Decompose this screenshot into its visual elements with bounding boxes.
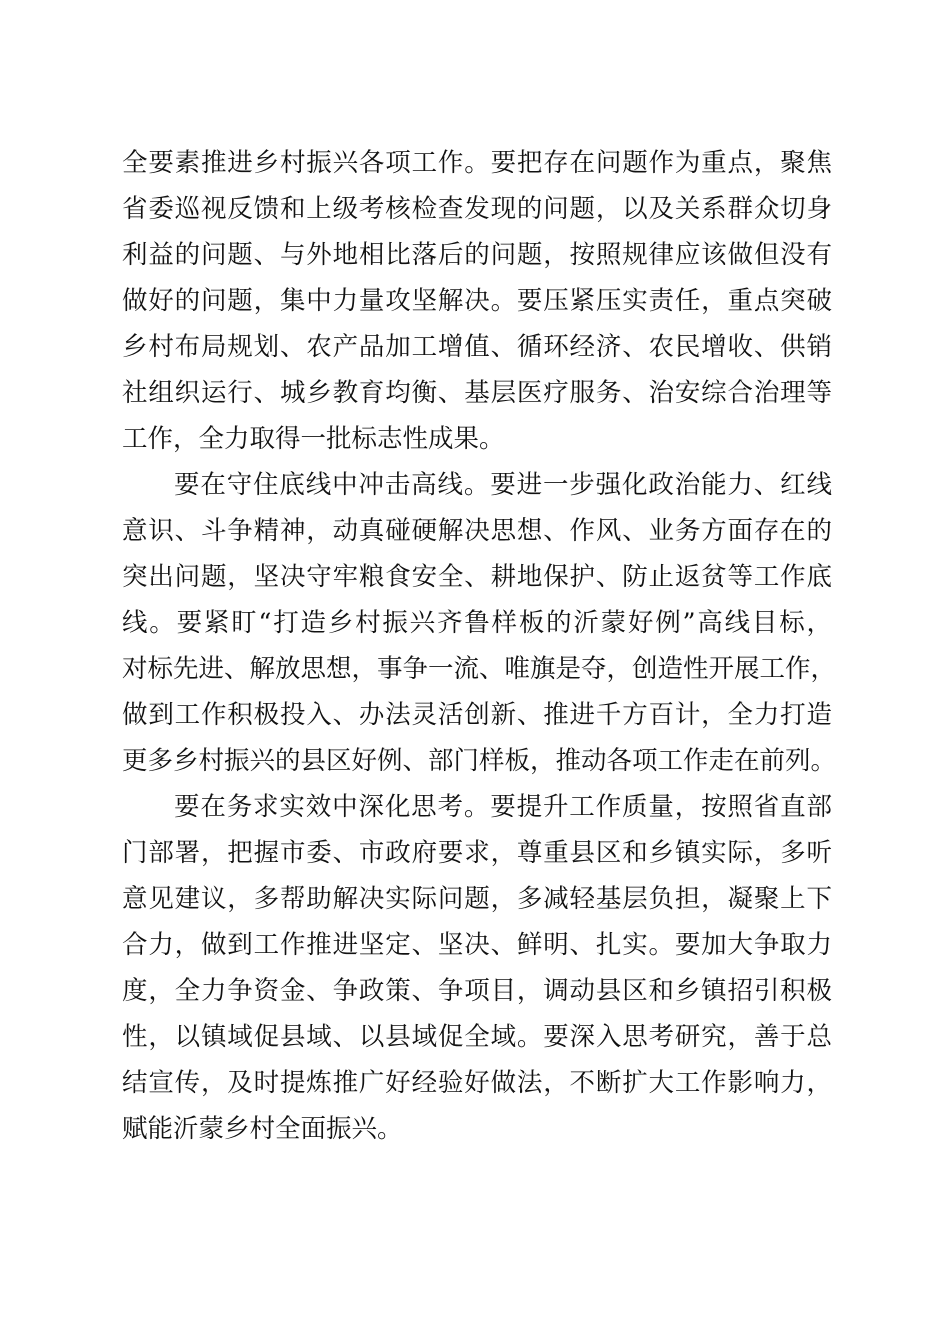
paragraph-2 bbox=[122, 462, 837, 784]
text-line: 线。要紧盯“打造乡村振兴齐鲁样板的沂蒙好例”高线目标， bbox=[122, 608, 832, 638]
text-line: 意见建议，多帮助解决实际问题，多减轻基层负担，凝聚上下 bbox=[122, 884, 832, 914]
text-line: 性，以镇域促县域、以县域促全域。要深入思考研究，善于总 bbox=[122, 1022, 832, 1052]
text-line: 乡村布局规划、农产品加工增值、循环经济、农民增收、供销 bbox=[122, 332, 832, 362]
text-line: 突出问题，坚决守牢粮食安全、耕地保护、防止返贫等工作底 bbox=[122, 562, 832, 592]
paragraph-3 bbox=[122, 784, 832, 1152]
text-line: 省委巡视反馈和上级考核检查发现的问题，以及关系群众切身 bbox=[122, 194, 832, 224]
text-line: 社组织运行、城乡教育均衡、基层医疗服务、治安综合治理等 bbox=[122, 378, 832, 408]
text-line: 要在务求实效中深化思考。要提升工作质量，按照省直部 bbox=[174, 792, 832, 822]
text-line: 做到工作积极投入、办法灵活创新、推进千方百计，全力打造 bbox=[122, 700, 832, 730]
text-line: 工作，全力取得一批标志性成果。 bbox=[122, 424, 505, 454]
text-line: 赋能沂蒙乡村全面振兴。 bbox=[122, 1114, 403, 1144]
text-line: 全要素推进乡村振兴各项工作。要把存在问题作为重点，聚焦 bbox=[122, 148, 832, 178]
text-line: 利益的问题、与外地相比落后的问题，按照规律应该做但没有 bbox=[122, 240, 832, 270]
text-line: 度，全力争资金、争政策、争项目，调动县区和乡镇招引积极 bbox=[122, 976, 832, 1006]
paragraph-1 bbox=[122, 140, 832, 462]
text-line: 要在守住底线中冲击高线。要进一步强化政治能力、红线 bbox=[174, 470, 832, 500]
text-line: 做好的问题，集中力量攻坚解决。要压紧压实责任，重点突破 bbox=[122, 286, 832, 316]
text-line: 更多乡村振兴的县区好例、部门样板，推动各项工作走在前列。 bbox=[122, 746, 837, 776]
document-body bbox=[122, 140, 837, 1152]
text-line: 门部署，把握市委、市政府要求，尊重县区和乡镇实际，多听 bbox=[122, 838, 832, 868]
text-line: 意识、斗争精神，动真碰硬解决思想、作风、业务方面存在的 bbox=[122, 516, 832, 546]
text-line: 合力，做到工作推进坚定、坚决、鲜明、扎实。要加大争取力 bbox=[122, 930, 832, 960]
text-line: 对标先进、解放思想，事争一流、唯旗是夺，创造性开展工作， bbox=[122, 654, 837, 684]
text-line: 结宣传，及时提炼推广好经验好做法，不断扩大工作影响力， bbox=[122, 1068, 832, 1098]
